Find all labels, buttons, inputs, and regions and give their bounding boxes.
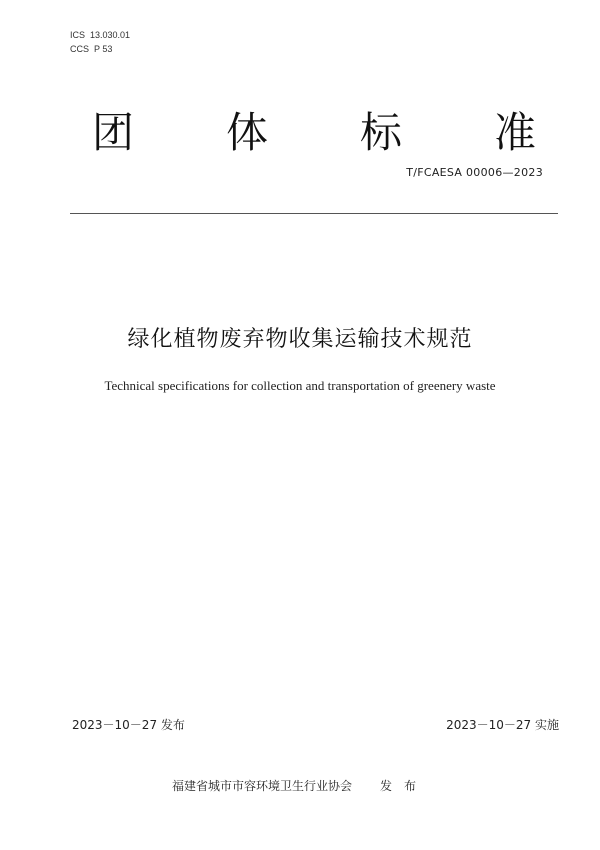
chinese-title: 绿化植物废弃物收集运输技术规范: [127, 327, 473, 352]
ccs-code: CCS P 53: [70, 44, 113, 54]
standard-number: T/FCAESA 00006—2023: [406, 166, 543, 179]
implementation-date: 2023－10－27 实施: [446, 718, 559, 732]
english-title: Technical specifications for collection and transportation of greenery waste: [104, 378, 496, 393]
standard-type-heading: [70, 100, 558, 160]
ics-code: ICS 13.030.01: [70, 30, 131, 40]
issuer-line: [0, 777, 600, 794]
issuer-action: 发布: [380, 779, 429, 793]
standard-type-char-4: 准: [493, 108, 536, 157]
issuer-organization: 福建省城市市容环境卫生行业协会: [171, 779, 352, 793]
header-divider: [70, 213, 558, 214]
standard-type-char-1: 团: [92, 108, 135, 157]
classification-codes: [70, 28, 130, 56]
standard-type-char-3: 标: [359, 108, 402, 157]
standard-type-char-2: 体: [225, 108, 268, 157]
release-date: 2023－10－27 发布: [72, 718, 185, 732]
